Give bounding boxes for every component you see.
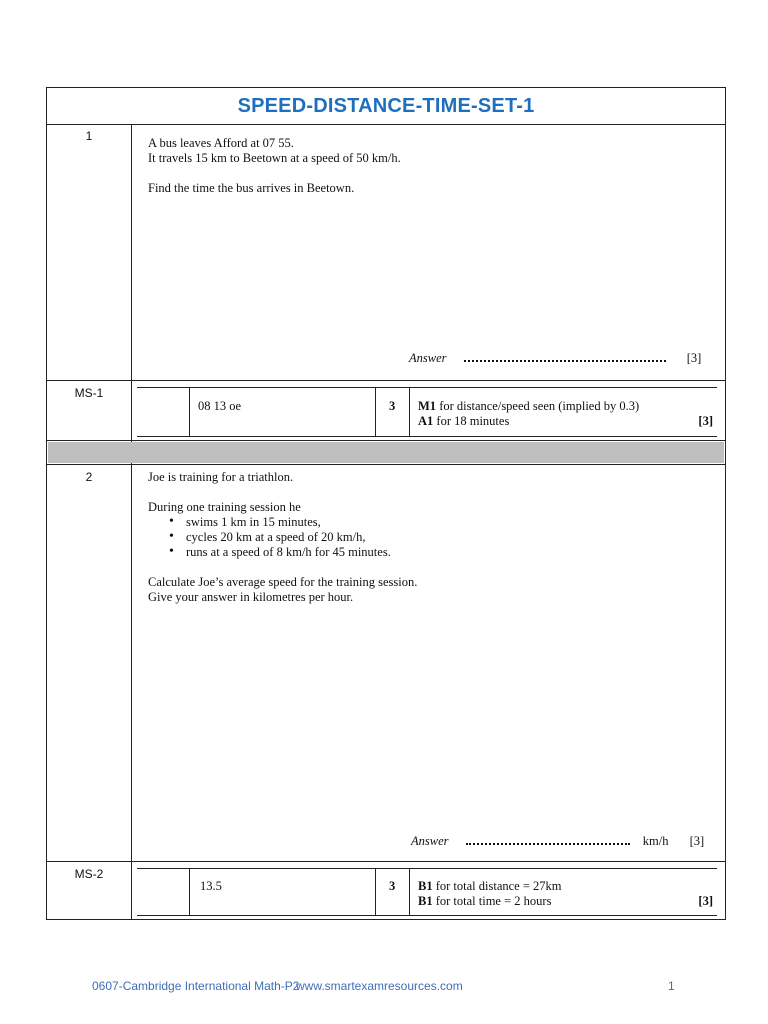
footer-website[interactable]: www.smartexamresources.com xyxy=(296,979,463,993)
question-2-number: 2 xyxy=(85,470,93,484)
answer-label: Answer xyxy=(409,351,447,365)
question-2-text xyxy=(148,470,417,605)
question-2-bullets xyxy=(160,515,417,560)
ms1-total: [3] xyxy=(698,414,713,428)
page-title: SPEED-DISTANCE-TIME-SET-1 xyxy=(237,95,535,117)
mark-scheme-2-label: MS-2 xyxy=(74,867,104,881)
question-1-line-2: It travels 15 km to Beetown at a speed of 50 km/h. xyxy=(148,151,401,165)
footer-page-number: 1 xyxy=(668,979,675,993)
mark-scheme-2-table xyxy=(137,868,717,916)
question-2-session: During one training session he xyxy=(148,500,301,514)
question-1-row xyxy=(47,125,725,381)
question-1-instruction: Find the time the bus arrives in Beetown. xyxy=(148,181,355,195)
ms2-answer: 13.5 xyxy=(200,879,222,893)
ms2-mark: 3 xyxy=(389,879,396,893)
question-2-intro: Joe is training for a triathlon. xyxy=(148,470,294,484)
question-1-line-1: A bus leaves Afford at 07 55. xyxy=(148,136,294,150)
ms2-guidance: B1 for total distance = 27km B1 for total time = 2 hours xyxy=(418,879,562,908)
mark-scheme-2-row xyxy=(47,862,725,920)
worksheet-frame xyxy=(46,87,726,920)
ms2-total: [3] xyxy=(698,894,713,908)
question-1-answer-line xyxy=(409,351,701,366)
title-row xyxy=(47,88,725,125)
answer-label: Answer xyxy=(411,834,449,848)
bullet-item: • swims 1 km in 15 minutes, xyxy=(160,515,417,530)
question-1-text xyxy=(148,136,401,196)
answer-unit: km/h xyxy=(642,834,669,848)
question-2-answer-line xyxy=(411,834,704,849)
question-2-marks: [3] xyxy=(689,834,705,848)
footer-course: 0607-Cambridge International Math-P2 xyxy=(92,979,300,993)
question-2-row xyxy=(47,465,725,862)
question-2-instruction-2: Give your answer in kilometres per hour. xyxy=(148,590,354,604)
ms1-guidance: M1 for distance/speed seen (implied by 0.3) A1 for 18 minutes xyxy=(418,399,640,428)
separator-row xyxy=(47,441,725,465)
question-2-instruction-1: Calculate Joe’s average speed for the training session. xyxy=(148,575,418,589)
question-1-number: 1 xyxy=(85,129,93,143)
bullet-item: • cycles 20 km at a speed of 20 km/h, xyxy=(160,530,417,545)
mark-scheme-1-row xyxy=(47,381,725,441)
answer-blank[interactable] xyxy=(464,351,666,362)
ms1-answer: 08 13 oe xyxy=(198,399,242,413)
bullet-item: • runs at a speed of 8 km/h for 45 minutes. xyxy=(160,545,417,560)
mark-scheme-1-label: MS-1 xyxy=(74,386,104,400)
question-1-marks: [3] xyxy=(686,351,702,365)
ms1-mark: 3 xyxy=(389,399,396,413)
answer-blank[interactable] xyxy=(466,834,630,845)
mark-scheme-1-table xyxy=(137,387,717,437)
